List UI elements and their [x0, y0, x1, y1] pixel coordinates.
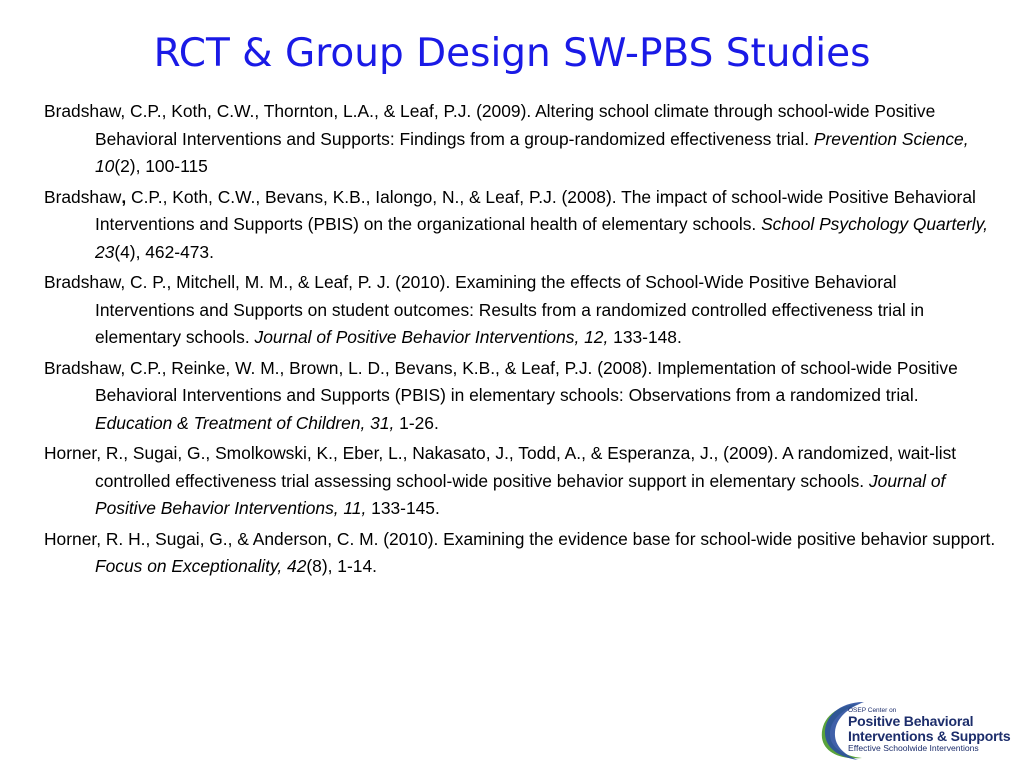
reference-author-comma: , [121, 186, 127, 207]
reference-item [44, 440, 996, 523]
reference-item [44, 355, 996, 438]
reference-item [44, 269, 996, 352]
reference-text: Horner, R. H., Sugai, G., & Anderson, C. M. (2010). Examining the evidence base for school-wide positive behavior support. [44, 528, 996, 549]
logo-line-pbis: Positive Behavioral [848, 713, 974, 729]
reference-pages: (2), 100-115 [114, 156, 208, 176]
pbis-logo [818, 700, 1016, 762]
reference-source: Journal of Positive Behavior Interventions, 11, [95, 470, 946, 518]
reference-pages: 133-145. [366, 498, 440, 518]
reference-pages: 133-148. [608, 327, 682, 347]
slide-title: RCT & Group Design SW-PBS Studies [153, 31, 871, 76]
reference-pages: (8), 1-14. [306, 556, 377, 576]
reference-pages: (4), 462-473. [114, 241, 214, 262]
reference-text: Bradshaw, C.P., Koth, C.W., Thornton, L.A., & Leaf, P.J. (2009). Altering school climate through school-wide Positive Behavioral Interventions and Supports: Findings from a group-randomized effectiveness trial. [44, 101, 936, 149]
reference-item [44, 98, 996, 181]
logo-line-osep: OSEP Center on [848, 707, 897, 714]
reference-source: Education & Treatment of Children, 31, [95, 412, 395, 433]
reference-list [44, 98, 996, 584]
reference-item [44, 184, 996, 267]
logo-line-supports: Interventions & Supports [848, 728, 1011, 744]
reference-text: Horner, R., Sugai, G., Smolkowski, K., Eber, L., Nakasato, J., Todd, A., & Esperanza, J., (2009). A randomized, wait-list controlled effectiveness trial assessing school-wide positive behavior support in elementary schools. [44, 443, 957, 491]
logo-tagline: Effective Schoolwide Interventions [848, 743, 979, 753]
reference-pages: 1-26. [394, 412, 439, 433]
reference-text: Bradshaw, C. P., Mitchell, M. M., & Leaf, P. J. (2010). Examining the effects of School-Wide Positive Behavioral Interventions and Supports on student outcomes: Results from a randomized controlled effectiveness trial in elementary schools. [44, 272, 925, 347]
reference-source: Journal of Positive Behavior Interventions, 12, [254, 327, 609, 347]
reference-source: Focus on Exceptionality, 42 [95, 556, 307, 576]
logo-text [848, 707, 1016, 753]
reference-text: Bradshaw, C.P., Reinke, W. M., Brown, L. D., Bevans, K.B., & Leaf, P.J. (2008). Implementation of school-wide Positive Behavioral Interventions and Supports (PBIS) in elementary schools: Observations from a randomized trial. [44, 357, 958, 405]
reference-item [44, 526, 996, 581]
reference-author-head: Bradshaw [44, 186, 122, 207]
reference-source: Prevention Science, 10 [95, 128, 969, 176]
reference-text: C.P., Koth, C.W., Bevans, K.B., Ialongo, N., & Leaf, P.J. (2008). The impact of school-wide Positive Behavioral Interventions and Supports (PBIS) on the organizational health of elementary schools. [95, 186, 976, 234]
reference-source: School Psychology Quarterly, 23 [95, 214, 988, 262]
